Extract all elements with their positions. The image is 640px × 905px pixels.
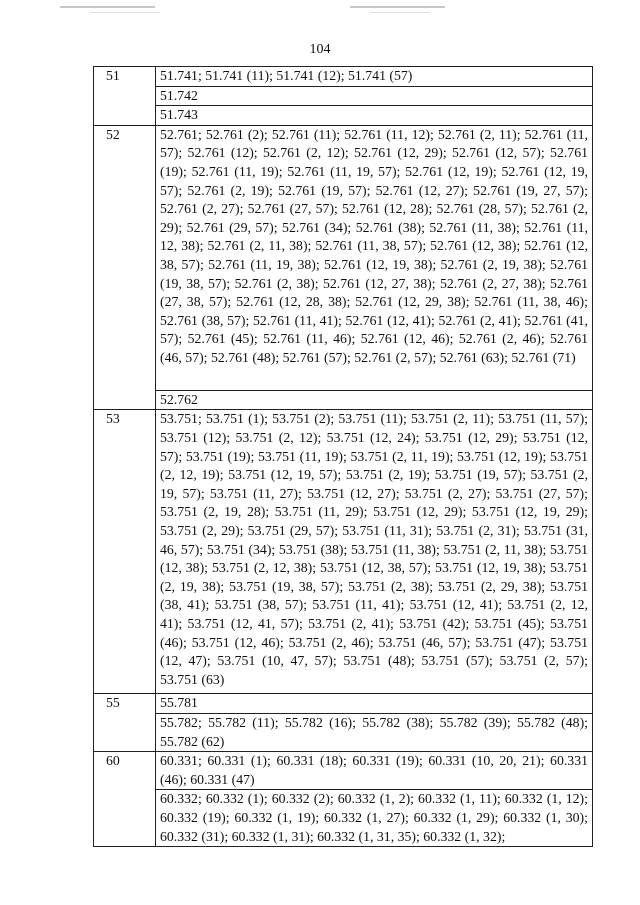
page-number: 104 [309,42,331,57]
row-code: 60 [94,752,156,847]
row-entry: 51.743 [156,106,593,126]
row-code: 52 [94,125,156,410]
table-row [94,410,593,694]
row-code: 51 [94,67,156,126]
table-row [94,106,593,126]
table-row [94,790,593,847]
table-row [94,694,593,714]
row-entry: 55.782; 55.782 (11); 55.782 (16); 55.782 (38); 55.782 (39); 55.782 (48); 55.782 (62) [156,713,593,751]
scan-artifact-right-faint [370,12,430,13]
row-code: 55 [94,694,156,752]
code-table [93,66,593,847]
row-entry: 52.762 [156,390,593,410]
row-entry: 51.741; 51.741 (11); 51.741 (12); 51.741 (57) [156,67,593,87]
row-entry: 52.761; 52.761 (2); 52.761 (11); 52.761 (11, 12); 52.761 (2, 11); 52.761 (11, 57); 52.761 (12); 52.761 (2, 12); 52.761 (12, 29); 52.761 (12, 57); 52.761 (19); 52.761 (11, 19); 52.761 (11, 19, 57); 52.761 (12, 19); 52.761 (12, 19, 57); 52.761 (2, 19); 52.761 (19, 57); 52.761 (12, 27); 52.761 (19, 27, 57); 52.761 (2, 27); 52.761 (27, 57); 52.761 (12, 28); 52.761 (28, 57); 52.761 (2, 29); 52.761 (29, 57); 52.761 (34); 52.761 (38); 52.761 (11, 38); 52.761 (11, 12, 38); 52.761 (2, 11, 38); 52.761 (11, 38, 57); 52.761 (12, 38); 52.761 (12, 38, 57); 52.761 (11, 19, 38); 52.761 (12, 19, 38); 52.761 (2, 19, 38); 52.761 (19, 38, 57); 52.761 (2, 38); 52.761 (12, 27, 38); 52.761 (2, 27, 38); 52.761 (27, 38, 57); 52.761 (12, 28, 38); 52.761 (12, 29, 38); 52.761 (11, 38, 46); 52.761 (38, 57); 52.761 (11, 41); 52.761 (12, 41); 52.761 (2, 41); 52.761 (41, 57); 52.761 (45); 52.761 (11, 46); 52.761 (12, 46); 52.761 (2, 46); 52.761 (46, 57); 52.761 (48); 52.761 (57); 52.761 (2, 57); 52.761 (63); 52.761 (71) [156,125,593,390]
row-entry: 60.331; 60.331 (1); 60.331 (18); 60.331 (19); 60.331 (10, 20, 21); 60.331 (46); 60.331 (47) [156,752,593,790]
scan-artifact-right [350,6,445,8]
row-code: 53 [94,410,156,694]
scan-artifact-left [60,6,155,8]
table-row [94,125,593,390]
row-entry: 51.742 [156,86,593,106]
table-row [94,390,593,410]
table-row [94,713,593,751]
table-row [94,67,593,87]
row-entry: 53.751; 53.751 (1); 53.751 (2); 53.751 (11); 53.751 (2, 11); 53.751 (11, 57); 53.751 (12); 53.751 (2, 12); 53.751 (12, 24); 53.751 (12, 29); 53.751 (12, 57); 53.751 (19); 53.751 (11, 19); 53.751 (2, 11, 19); 53.751 (12, 19); 53.751 (2, 12, 19); 53.751 (12, 19, 57); 53.751 (2, 19); 53.751 (19, 57); 53.751 (2, 19, 57); 53.751 (11, 27); 53.751 (12, 27); 53.751 (2, 27); 53.751 (27, 57); 53.751 (2, 19, 28); 53.751 (11, 29); 53.751 (12, 29); 53.751 (12, 19, 29); 53.751 (2, 29); 53.751 (29, 57); 53.751 (11, 31); 53.751 (2, 31); 53.751 (31, 46, 57); 53.751 (34); 53.751 (38); 53.751 (11, 38); 53.751 (2, 11, 38); 53.751 (12, 38); 53.751 (2, 12, 38); 53.751 (12, 38, 57); 53.751 (12, 19, 38); 53.751 (2, 19, 38); 53.751 (19, 38, 57); 53.751 (2, 38); 53.751 (2, 29, 38); 53.751 (38, 41); 53.751 (38, 57); 53.751 (11, 41); 53.751 (12, 41); 53.751 (2, 12, 41); 53.751 (12, 41, 57); 53.751 (2, 41); 53.751 (42); 53.751 (45); 53.751 (46); 53.751 (12, 46); 53.751 (2, 46); 53.751 (46, 57); 53.751 (47); 53.751 (12, 47); 53.751 (10, 47, 57); 53.751 (48); 53.751 (57); 53.751 (2, 57); 53.751 (63) [156,410,593,694]
table-row [94,752,593,790]
row-entry: 60.332; 60.332 (1); 60.332 (2); 60.332 (1, 2); 60.332 (1, 11); 60.332 (1, 12); 60.332 (19); 60.332 (1, 19); 60.332 (1, 27); 60.332 (1, 29); 60.332 (1, 30); 60.332 (31); 60.332 (1, 31); 60.332 (1, 31, 35); 60.332 (1, 32); [156,790,593,847]
table-row [94,86,593,106]
scan-artifact-left-faint [90,12,160,13]
row-entry: 55.781 [156,694,593,714]
